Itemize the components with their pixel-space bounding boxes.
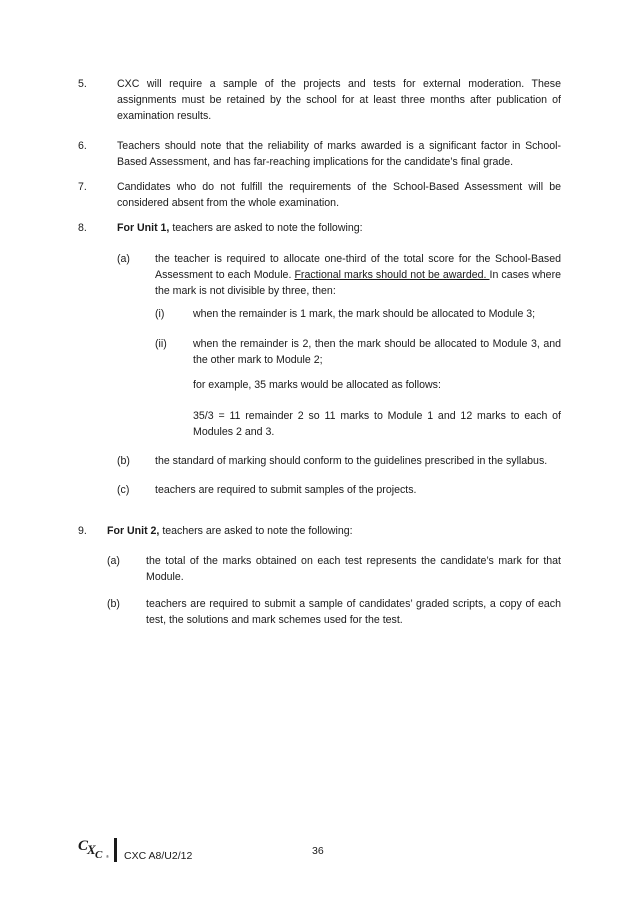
item-8a-i-label: (i) — [155, 308, 165, 320]
item-8b-label: (b) — [117, 455, 130, 467]
item-8a-ii-example-intro: for example, 35 marks would be allocated as follows: — [193, 379, 441, 391]
item-8a-text-end: In cases where the mark is not divisible by three, then: — [155, 269, 561, 297]
item-6-number: 6. — [78, 140, 87, 152]
item-8a-ii-text: when the remainder is 2, then the mark should be allocated to Module 3, and the other mark to Module 2; — [193, 338, 561, 366]
item-8-lead-bold: For Unit 1, — [117, 222, 170, 234]
item-8-lead — [117, 220, 363, 236]
item-9b-text: teachers are required to submit a sample of candidates’ graded scripts, a copy of each test, the solutions and mark schemes used for the test. — [146, 598, 561, 626]
item-9-number: 9. — [78, 525, 87, 537]
svg-text:C: C — [78, 838, 89, 854]
item-8a-label: (a) — [117, 253, 130, 265]
item-8a-text — [155, 251, 561, 299]
item-5-text: CXC will require a sample of the projects and tests for external moderation. These assignments must be retained by the school for at least three months after publication of examination results. — [117, 78, 561, 122]
item-6-text: Teachers should note that the reliability of marks awarded is a significant factor in School-Based Assessment, and has far-reaching implications for the candidate’s final grade. — [117, 140, 561, 168]
svg-text:C: C — [95, 849, 103, 861]
item-8a-text-underlined: Fractional marks should not be awarded. — [294, 269, 490, 281]
item-8a-ii-example-calc: 35/3 = 11 remainder 2 so 11 marks to Module 1 and 12 marks to each of Modules 2 and 3. — [193, 410, 561, 438]
item-8a-text-start: the teacher is required to allocate one-third of the total score for the School-Based Assessment to each Module. — [155, 253, 561, 281]
item-8a-i-text: when the remainder is 1 mark, the mark should be allocated to Module 3; — [193, 308, 536, 320]
item-9-lead — [107, 523, 353, 539]
item-9b-label: (b) — [107, 598, 120, 610]
item-9a-text: the total of the marks obtained on each test represents the candidate’s mark for that Module. — [146, 555, 561, 583]
svg-text:®: ® — [106, 854, 109, 859]
item-8c-text: teachers are required to submit samples of the projects. — [155, 484, 417, 496]
item-8a-ii-label: (ii) — [155, 338, 167, 350]
item-8-number: 8. — [78, 222, 87, 234]
page-number: 36 — [312, 845, 324, 857]
item-8c-label: (c) — [117, 484, 130, 496]
footer-document-code: CXC A8/U2/12 — [124, 850, 193, 862]
item-7-number: 7. — [78, 181, 87, 193]
item-9-lead-bold: For Unit 2, — [107, 525, 160, 537]
cxc-logo-icon — [76, 834, 116, 864]
item-8b-text: the standard of marking should conform to the guidelines prescribed in the syllabus. — [155, 455, 548, 467]
item-5-number: 5. — [78, 78, 87, 90]
item-7-text: Candidates who do not fulfill the requirements of the School-Based Assessment will be considered absent from the whole examination. — [117, 181, 561, 209]
item-8-lead-rest: teachers are asked to note the following: — [169, 222, 363, 234]
footer-divider — [114, 838, 117, 862]
item-9a-label: (a) — [107, 555, 120, 567]
svg-text:X: X — [87, 842, 96, 857]
item-9-lead-rest: teachers are asked to note the following: — [159, 525, 353, 537]
